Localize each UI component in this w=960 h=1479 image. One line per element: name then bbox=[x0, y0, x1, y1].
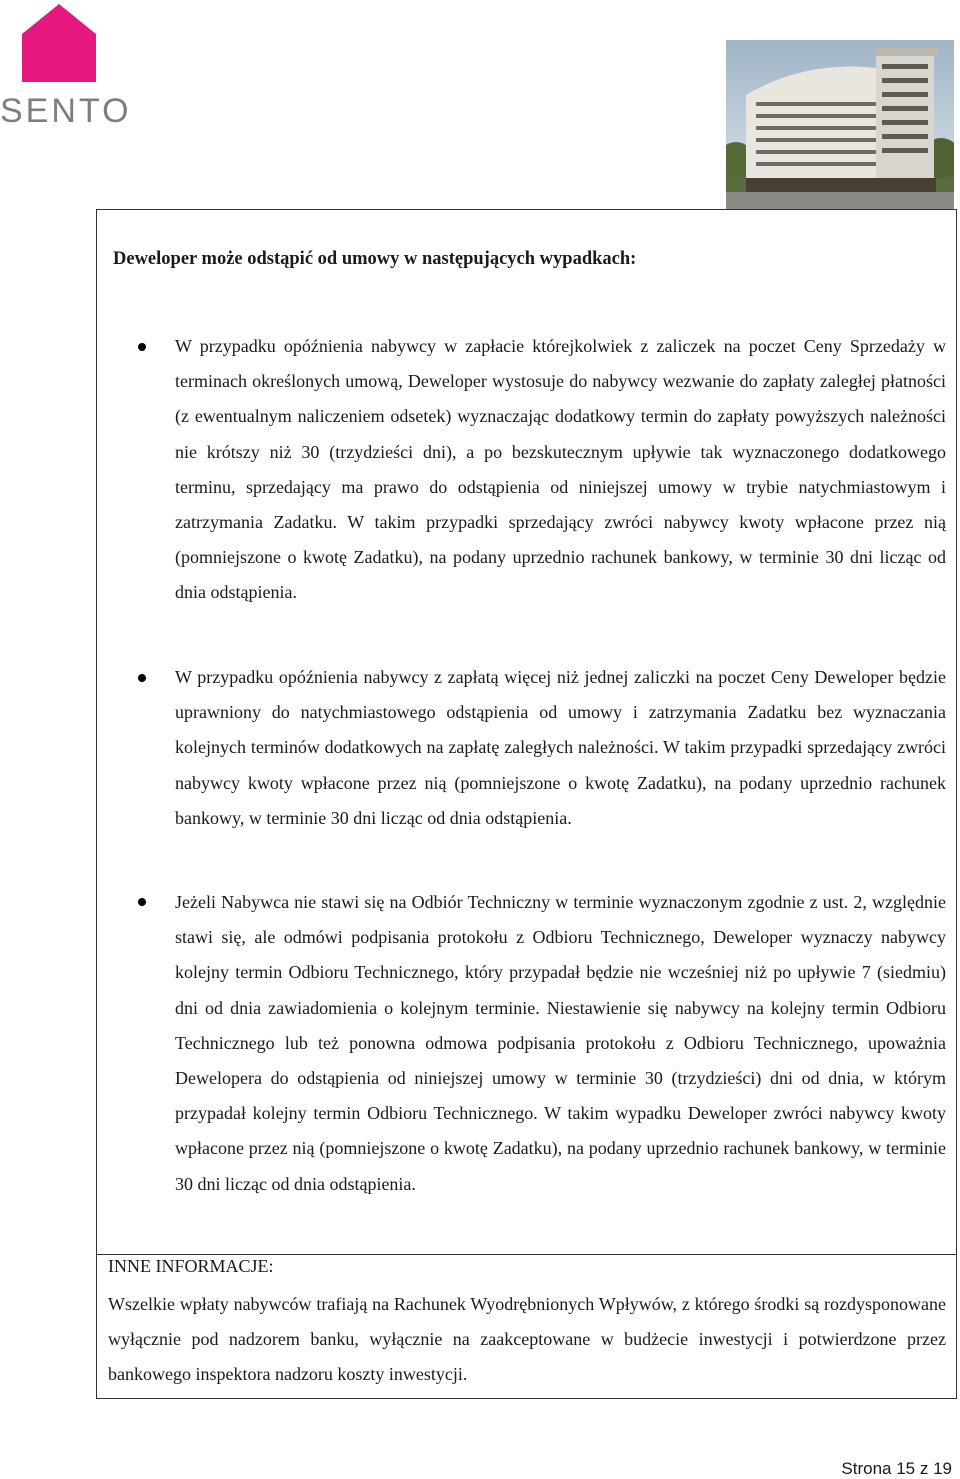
info-text: Wszelkie wpłaty nabywców trafiają na Rachunek Wyodrębnionych Wpływów, z którego środki są rozdysponowane wyłącznie pod nadzorem banku, wyłącznie na zaakceptowane w budżecie inwestycji i potwierdzone przez bankowego inspektora nadzoru koszty inwestycji. bbox=[108, 1294, 946, 1385]
info-title: INNE INFORMACJE: bbox=[108, 1256, 274, 1276]
logo-text: SENTO bbox=[0, 92, 132, 130]
section-heading: Deweloper może odstąpić od umowy w następujących wypadkach: bbox=[113, 249, 637, 269]
list-item: Jeżeli Nabywca nie stawi się na Odbiór Techniczny w terminie wyznaczonym zgodnie z ust. 2, względnie stawi się, ale odmówi podpisania protokołu z Odbioru Technicznego, Deweloper wyznaczy nabywcy kolejny termin Odbioru Technicznego, który przypadał będzie nie wcześniej niż po upływie 7 (siedmiu) dni od dnia zawiadomienia o kolejnym terminie. Niestawienie się nabywcy na kolejny termin Odbioru Technicznego lub też ponowna odmowa podpisania protokołu z Odbioru Technicznego, upoważnia Dewelopera do odstąpienia od niniejszej umowy w terminie 30 (trzydzieści) dni od dnia, w którym przypadał kolejny termin Odbioru Technicznego. W takim wypadku Deweloper zwróci nabywcy kwoty wpłacone przez nią (pomniejszone o kwotę Zadatku), na podany uprzednio rachunek bankowy, w terminie 30 dni licząc od dnia odstąpienia. bbox=[175, 892, 946, 1194]
list-item: W przypadku opóźnienia nabywcy z zapłatą więcej niż jednej zaliczki na poczet Ceny Deweloper będzie uprawniony do natychmiastowego odstąpienia od umowy i zatrzymania Zadatku bez wyznaczania kolejnych terminów dodatkowych na zapłatę zaległych należności. W takim przypadki sprzedający zwróci nabywcy kwoty wpłacone przez nią (pomniejszone o kwotę Zadatku), na podany uprzednio rachunek bankowy, w terminie 30 dni licząc od dnia odstąpienia. bbox=[175, 667, 946, 828]
bullet-icon bbox=[138, 343, 146, 351]
bullet-icon bbox=[138, 674, 146, 682]
bullet-icon bbox=[138, 898, 146, 906]
building-photo bbox=[726, 40, 954, 210]
house-logo-icon bbox=[22, 4, 96, 84]
list-item: W przypadku opóźnienia nabywcy w zapłacie którejkolwiek z zaliczek na poczet Ceny Sprzedaży w terminach określonych umową, Deweloper wystosuje do nabywcy wezwanie do zapłaty zaległej płatności (z ewentualnym naliczeniem odsetek) wyznaczając dodatkowy termin do zapłaty powyższych należności nie krótszy niż 30 (trzydzieści dni), a po bezskutecznym upływie tak wyznaczonego dodatkowego terminu, sprzedający ma prawo do odstąpienia od niniejszej umowy w trybie natychmiastowym i zatrzymania Zadatku. W takim przypadki sprzedający zwróci nabywcy kwoty wpłacone przez nią (pomniejszone o kwotę Zadatku), na podany uprzednio rachunek bankowy, w terminie 30 dni licząc od dnia odstąpienia. bbox=[175, 336, 946, 603]
sento-logo bbox=[0, 4, 132, 130]
page-number: Strona 15 z 19 bbox=[841, 1459, 952, 1478]
